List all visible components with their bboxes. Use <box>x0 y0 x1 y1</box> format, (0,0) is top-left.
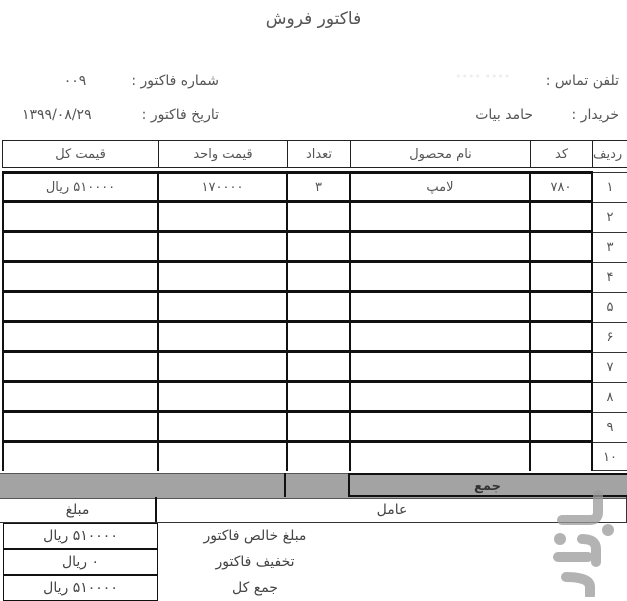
discount-label: تخفیف فاکتور <box>215 554 295 570</box>
header-row: ردیف <box>592 140 627 168</box>
buyer-value: حامد بیات <box>475 107 533 123</box>
cell-row-number: ۹ <box>606 419 614 435</box>
sum-label: جمع <box>474 478 501 494</box>
header-total-price: قیمت کل <box>2 140 159 168</box>
discount-value: ۰ ریال <box>3 549 158 575</box>
row-divider <box>2 440 592 443</box>
invoice-number-label: شماره فاکتور : <box>131 73 219 89</box>
phone-value: •••• •••• <box>455 70 511 83</box>
row-divider <box>592 172 627 173</box>
column-divider <box>529 171 531 471</box>
row-divider <box>2 230 592 233</box>
cell-total-price: ۵۱۰۰۰۰ ریال <box>45 179 116 195</box>
row-divider <box>2 410 592 413</box>
cell-row-number: ۶ <box>606 329 614 345</box>
header-code: کد <box>530 140 593 168</box>
invoice-date-value: ۱۳۹۹/۰۸/۲۹ <box>22 107 92 123</box>
cell-row-number: ۸ <box>606 389 614 405</box>
cell-unit-price: ۱۷۰۰۰۰ <box>201 179 244 195</box>
header-unit-price: قیمت واحد <box>158 140 288 168</box>
invoice-date-label: تاریخ فاکتور : <box>141 107 219 123</box>
grand-total-label: جمع کل <box>232 580 278 596</box>
row-divider <box>2 350 592 353</box>
buyer-label: خریدار : <box>571 107 619 123</box>
invoice-number-value: ۰۰۹ <box>63 73 87 89</box>
cell-row-number: ۴ <box>606 269 614 285</box>
net-amount-value: ۵۱۰۰۰۰ ریال <box>3 523 158 549</box>
cell-row-number: ۳ <box>606 239 614 255</box>
header-quantity: تعداد <box>287 140 351 168</box>
row-divider <box>2 290 592 293</box>
cell-quantity: ۳ <box>315 179 322 195</box>
column-divider <box>349 171 351 471</box>
net-amount-label: مبلغ خالص فاکتور <box>203 528 307 544</box>
cell-row-number: ۱۰ <box>603 449 617 465</box>
column-divider <box>284 473 286 497</box>
column-divider <box>2 171 4 471</box>
row-divider <box>2 200 592 203</box>
row-divider <box>2 260 592 263</box>
column-divider <box>286 171 288 471</box>
header-product-name: نام محصول <box>350 140 531 168</box>
cell-code: ۷۸۰ <box>550 179 572 195</box>
row-divider <box>2 380 592 383</box>
cell-row-number: ۵ <box>606 299 614 315</box>
grand-total-value: ۵۱۰۰۰۰ ریال <box>3 575 158 601</box>
amount-header: مبلغ <box>65 502 90 518</box>
page-title: فاکتور فروش <box>265 9 362 29</box>
cell-row-number: ۷ <box>606 359 614 375</box>
cell-row-number: ۲ <box>606 209 614 225</box>
row-divider <box>2 320 592 323</box>
column-divider <box>157 171 159 471</box>
bazaar-logo-icon <box>548 487 618 597</box>
phone-label: تلفن تماس : <box>545 73 619 89</box>
cell-product-name: لامپ <box>426 179 454 195</box>
factor-header: عامل <box>376 502 408 518</box>
cell-row-number: ۱ <box>606 179 614 195</box>
